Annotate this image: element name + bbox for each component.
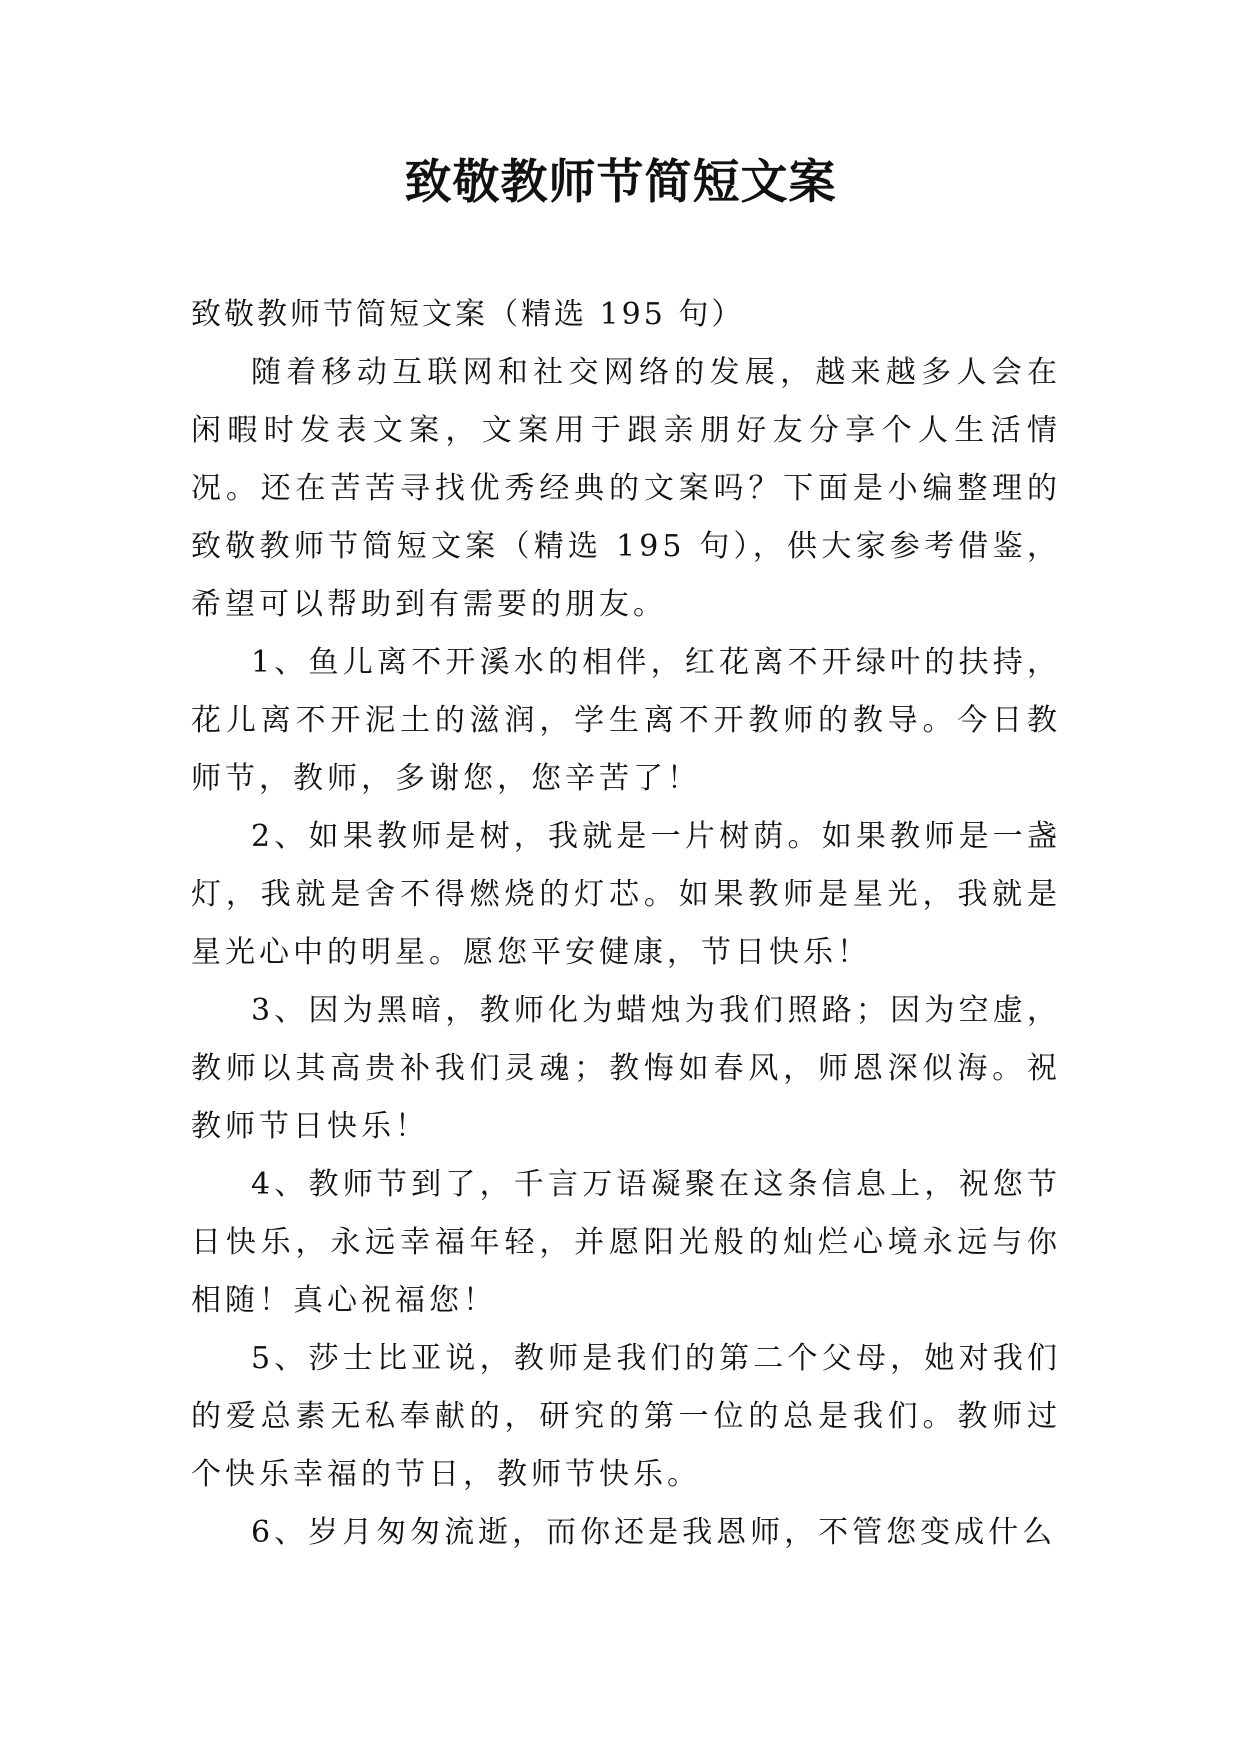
quote-paragraph-5: 5、莎士比亚说，教师是我们的第二个父母，她对我们的爱总素无私奉献的，研究的第一位的总是我们。教师过个快乐幸福的节日，教师节快乐。 (191, 1341, 1061, 1492)
quote-paragraph-3: 3、因为黑暗，教师化为蜡烛为我们照路；因为空虚，教师以其高贵补我们灵魂；教悔如春风，师恩深似海。祝教师节日快乐！ (191, 993, 1061, 1144)
quote-paragraph-6: 6、岁月匆匆流逝，而你还是我恩师，不管您变成什么 (251, 1515, 1057, 1550)
document-body (191, 286, 1061, 1562)
document-subtitle: 致敬教师节简短文案（精选 195 句） (191, 297, 745, 332)
intro-paragraph: 随着移动互联网和社交网络的发展，越来越多人会在闲暇时发表文案，文案用于跟亲朋好友分享个人生活情况。还在苦苦寻找优秀经典的文案吗？下面是小编整理的致敬教师节简短文案（精选 195 句），供大家参考借鉴，希望可以帮助到有需要的朋友。 (191, 355, 1061, 622)
quote-paragraph-4: 4、教师节到了，千言万语凝聚在这条信息上，祝您节日快乐，永远幸福年轻，并愿阳光般的灿烂心境永远与你相随！真心祝福您！ (191, 1167, 1061, 1318)
quote-paragraph-1: 1、鱼儿离不开溪水的相伴，红花离不开绿叶的扶持，花儿离不开泥土的滋润，学生离不开教师的教导。今日教师节，教师，多谢您，您辛苦了！ (191, 645, 1061, 796)
quote-paragraph-2: 2、如果教师是树，我就是一片树荫。如果教师是一盏灯，我就是舍不得燃烧的灯芯。如果教师是星光，我就是星光心中的明星。愿您平安健康，节日快乐！ (191, 819, 1061, 970)
document-title: 致敬教师节简短文案 (404, 155, 837, 210)
